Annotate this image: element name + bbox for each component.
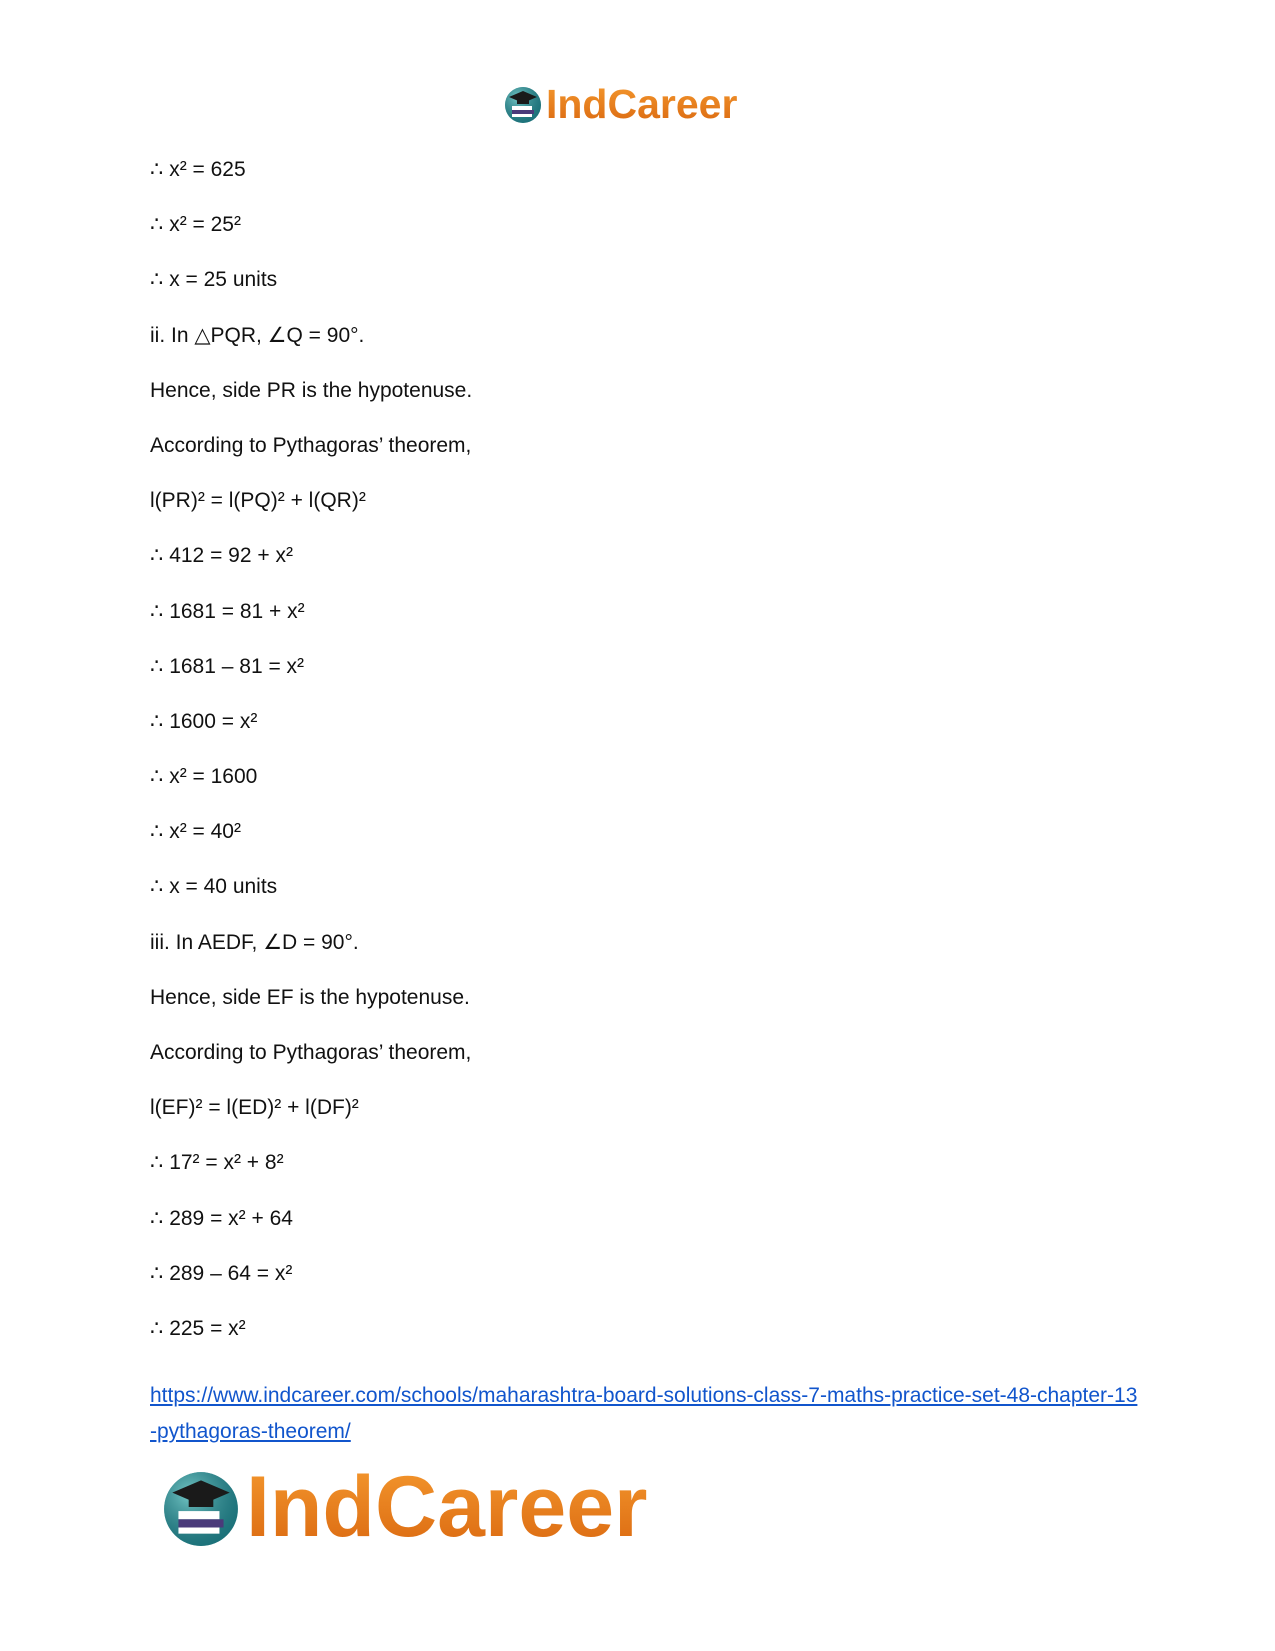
text-line: ∴ 289 = x² + 64 bbox=[150, 1206, 293, 1230]
text-line: ∴ x² = 25² bbox=[150, 213, 241, 237]
text-line: l(EF)² = l(ED)² + l(DF)² bbox=[150, 1096, 359, 1120]
text-line: Hence, side EF is the hypotenuse. bbox=[150, 985, 470, 1009]
text-line: ∴ 17² = x² + 8² bbox=[150, 1151, 284, 1175]
graduation-cap-books-icon bbox=[160, 1466, 242, 1548]
text-line: According to Pythagoras’ theorem, bbox=[150, 433, 472, 457]
header-logo bbox=[503, 80, 737, 128]
text-line: l(PR)² = l(PQ)² + l(QR)² bbox=[150, 489, 366, 513]
text-line: ∴ x² = 1600 bbox=[150, 765, 258, 789]
text-line: ∴ x = 25 units bbox=[150, 268, 278, 292]
brand-wordmark: IndCareer bbox=[546, 80, 738, 127]
text-line: ∴ x² = 625 bbox=[150, 158, 246, 181]
text-line: ∴ 225 = x² bbox=[150, 1316, 246, 1340]
text-line: Hence, side PR is the hypotenuse. bbox=[150, 378, 473, 402]
text-line: ∴ x = 40 units bbox=[150, 875, 278, 899]
text-line: ∴ 289 – 64 = x² bbox=[150, 1261, 293, 1285]
text-line: ∴ 1681 = 81 + x² bbox=[150, 599, 305, 623]
text-line: ∴ 1600 = x² bbox=[150, 709, 258, 733]
brand-wordmark: IndCareer bbox=[246, 1458, 648, 1555]
footer-logo bbox=[160, 1458, 648, 1555]
text-line: ∴ 1681 – 81 = x² bbox=[150, 654, 305, 678]
text-line: ii. In △PQR, ∠Q = 90°. bbox=[150, 323, 365, 347]
graduation-cap-books-icon bbox=[503, 84, 543, 124]
text-line: ∴ x² = 40² bbox=[150, 820, 241, 844]
solution-text bbox=[150, 142, 1130, 1356]
text-line: iii. In AEDF, ∠D = 90°. bbox=[150, 930, 359, 954]
text-line: According to Pythagoras’ theorem, bbox=[150, 1041, 472, 1064]
text-line: ∴ 412 = 92 + x² bbox=[150, 544, 293, 568]
source-link[interactable]: https://www.indcareer.com/schools/maharashtra-board-solutions-class-7-maths-practice-set-48-chapter-13-pythagoras-theorem/ bbox=[150, 1384, 1138, 1443]
